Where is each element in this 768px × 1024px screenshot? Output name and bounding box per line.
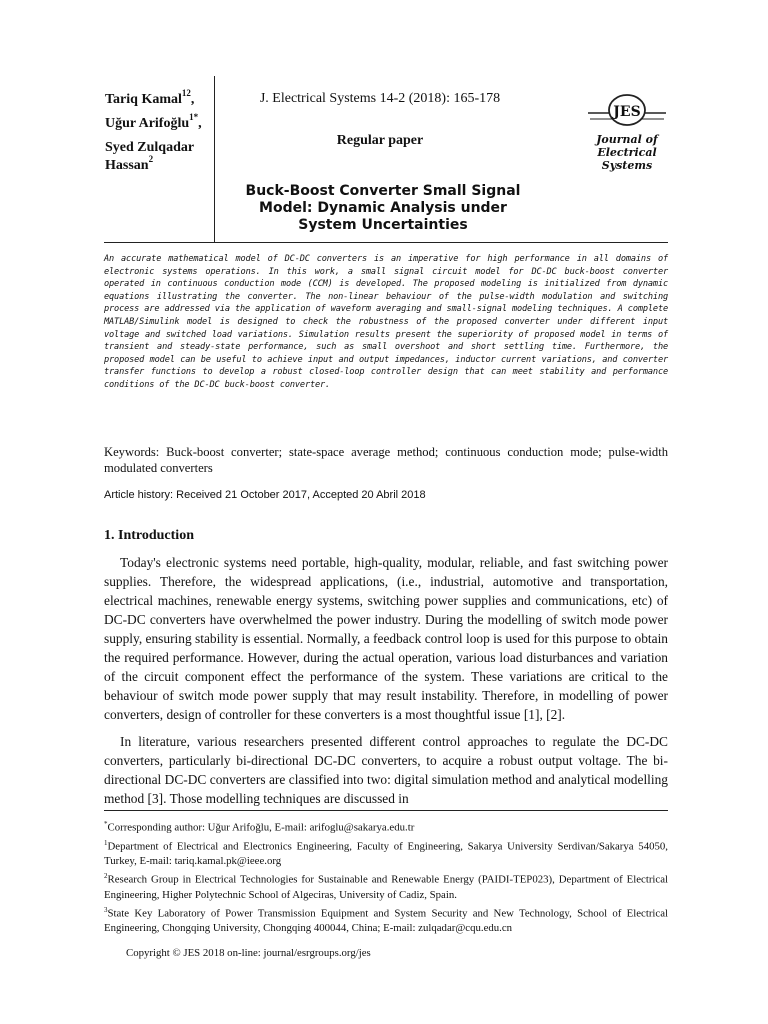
author-list	[105, 88, 213, 178]
header-divider-horizontal	[104, 242, 668, 243]
keywords: Keywords: Buck-boost converter; state-space average method; continuous conduction mode; pulse-width modulated converters	[104, 445, 668, 475]
author-1: Tariq Kamal$^{12}$,	[105, 88, 195, 107]
footnote-affiliation-1: $^1$Department of Electrical and Electronics Engineering, Faculty of Engineering, Sakarya University Serdivan/Sakarya 54050, Turkey, E-mail: tariq.kamal.pk@ieee.org	[104, 838, 668, 868]
journal-logo	[586, 89, 668, 181]
footnote-rule	[104, 810, 668, 811]
logo-emblem-icon	[586, 89, 668, 135]
logo-wordmark: Journal of Electrical Systems	[596, 133, 658, 172]
paragraph-2: In literature, various researchers presented different control approaches to regulate the DC-DC converters, particularly bi-directional DC-DC converters, to acquire a robust output voltage. The bi-directional DC-DC converters are classified into two: digital simulation method and analytical modelling method [3]. Those modelling techniques are discussed in	[104, 734, 668, 806]
section-heading: 1. Introduction	[104, 528, 194, 543]
author-3-cont: Hassan$^2$	[105, 154, 154, 173]
footnote-corresponding: *Corresponding author: Uğur Arifoğlu, E-mail: arifoglu@sakarya.edu.tr	[104, 820, 415, 834]
paper-title: Buck-Boost Converter Small Signal Model: Dynamic Analysis under System Uncertainties	[245, 183, 521, 233]
author-3: Syed Zulqadar	[105, 140, 195, 155]
journal-reference: J. Electrical Systems 14-2 (2018): 165-178	[259, 91, 501, 106]
article-history: Article history: Received 21 October 2017, Accepted 20 Abril 2018	[104, 489, 426, 501]
abstract: An accurate mathematical model of DC-DC converters is an imperative for high performance in all domains of electronic systems operations. In this work, a small signal circuit model for DC-DC buck-boost converter operated in continuous conduction mode (CCM) is developed. The proposed modeling is initialized from dynamic equations illustrating the converter. The non-linear behaviour of the pulse-width modulation and switching process are addressed via the application of waveform averaging and small-signal modeling techniques. A complete MATLAB/Simulink model is designed to check the robustness of the proposed converter under different input voltage and switched load variations. Simulation results present the superiority of proposed model in terms of transient and steady-state performance, such as small overshoot and short settling time. Furthermore, the proposed model can be useful to achieve input and output impedances, inductor current variations, and converter transfer functions to develop a robust closed-loop controller design that can meet stability and performance conditions of the DC-DC buck-boost converter.	[104, 254, 668, 390]
footnote-affiliation-3: $^3$State Key Laboratory of Power Transmission Equipment and System Security and New Technology, School of Electrical Engineering, Chongqing University, Chongqing 400044, China; E-mail: zulqadar@cqu.edu.cn	[104, 905, 668, 935]
footnotes	[104, 817, 668, 936]
paper-type: Regular paper	[336, 133, 424, 148]
header-divider-vertical	[214, 76, 215, 242]
footnote-affiliation-2: $^2$Research Group in Electrical Technologies for Sustainable and Renewable Energy (PAIDI-TEP023), Department of Electrical Engineering, Higher Polytechnic School of Algeciras, University of Cadiz, Spain.	[104, 872, 668, 901]
author-2: Uğur Arifoğlu$^{1*}$,	[105, 112, 202, 131]
logo-abbr: JES	[613, 104, 641, 120]
copyright-notice: Copyright © JES 2018 on-line: journal/esrgroups.org/jes	[126, 947, 371, 959]
paragraph-1: Today's electronic systems need portable, high-quality, modular, reliable, and fast switching power supplies. Therefore, the widespread applications, (i.e., industrial, automotive and transportation, electrical machines, renewable energy systems, switching power supplies and communications, etc) of DC-DC converters have overwhelmed the power industry. During the modelling of switch mode power supply, ensuring stability is essential. Normally, a feedback control loop is used for this purpose to obtain the required performance. However, during the actual operation, various load disturbances and variation of the circuit component effect the performance of the system. These variations are critical to the behaviour of switch mode power supply that may result instability. Therefore, in modelling of power converters, design of controller for these converters is a most thoughtful issue [1], [2].	[104, 555, 668, 722]
